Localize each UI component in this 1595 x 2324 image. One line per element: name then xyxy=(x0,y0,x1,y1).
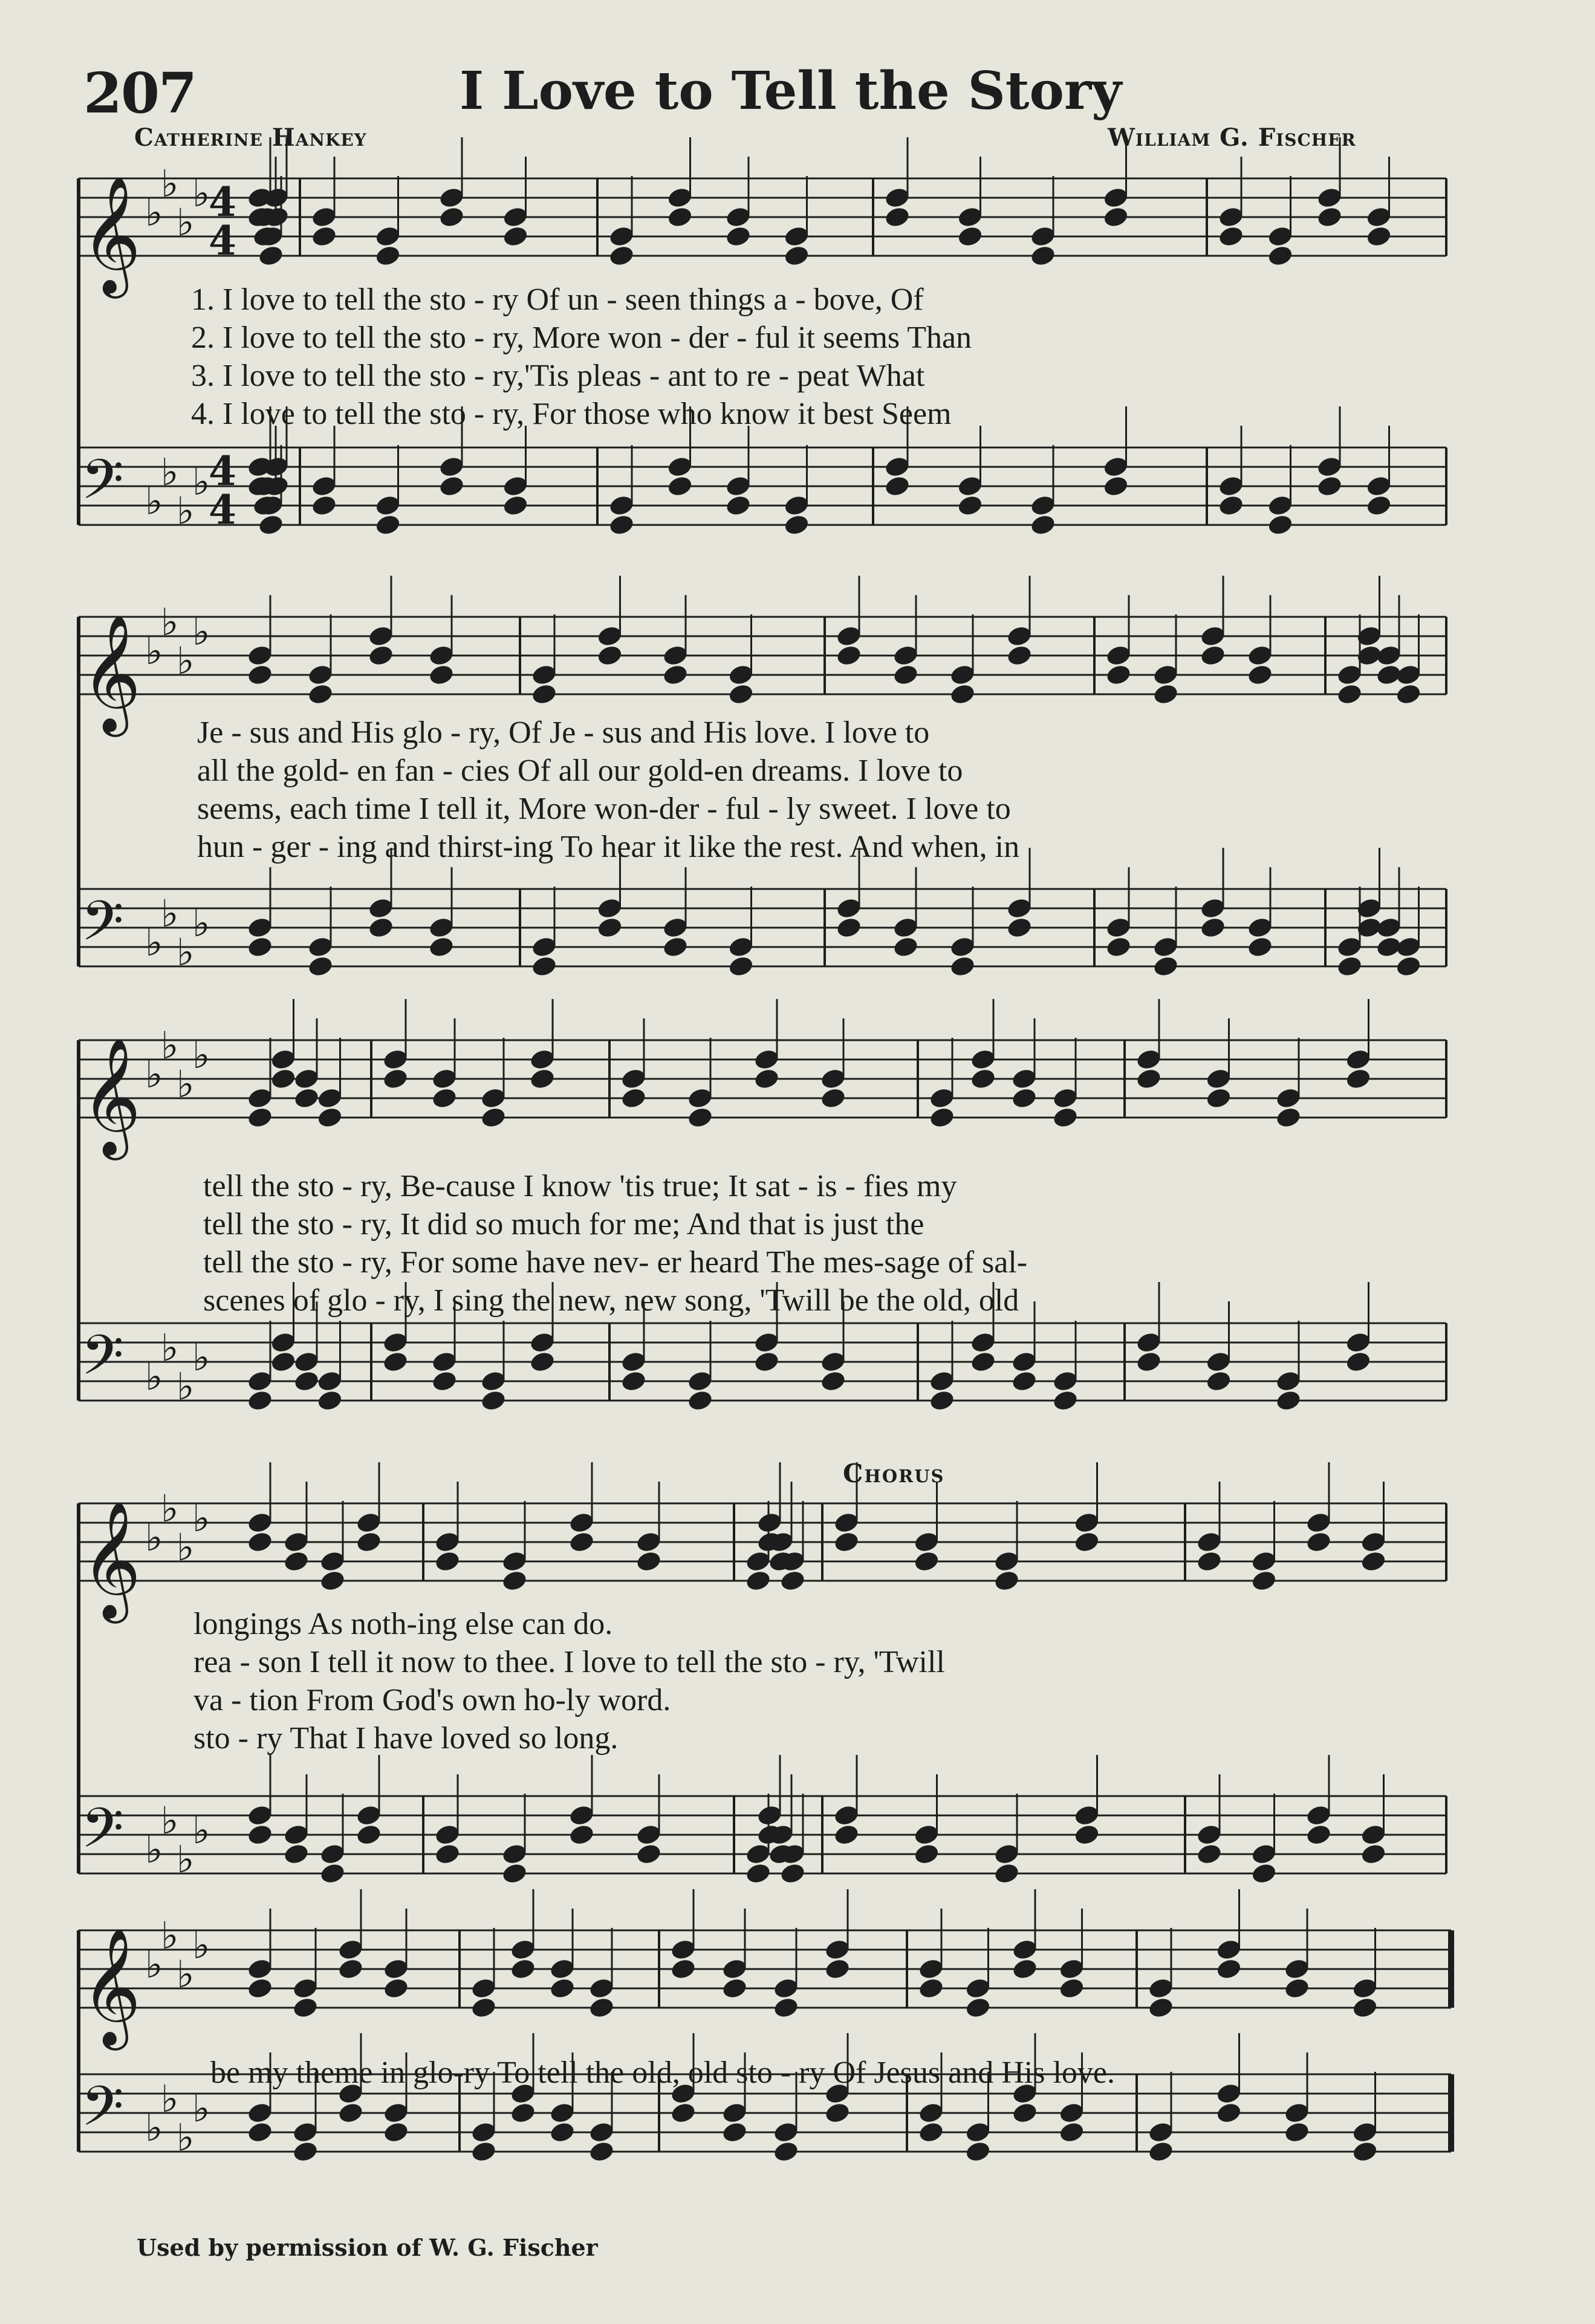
note-head xyxy=(823,1957,851,1981)
note-head xyxy=(470,2140,497,2163)
note-head xyxy=(772,2140,799,2163)
note-head xyxy=(568,1530,595,1554)
bass-clef-icon: 𝄢 xyxy=(81,889,124,966)
note-head xyxy=(246,1976,273,2000)
note-head xyxy=(993,1569,1020,1592)
note-head xyxy=(270,1350,297,1373)
note-head xyxy=(596,643,623,667)
note-head xyxy=(1105,663,1132,686)
note-head xyxy=(501,1861,528,1885)
note-head xyxy=(724,493,752,517)
flat-icon: ♭ xyxy=(145,1355,163,1399)
note-head xyxy=(1351,1996,1379,2019)
lyrics-system-4 xyxy=(193,1605,945,1757)
note-head xyxy=(1360,1842,1387,1866)
lyric-line: scenes of glo - ry, I sing the new, new song, 'Twill be the old, old xyxy=(203,1283,1019,1318)
note-head xyxy=(1195,1549,1223,1573)
note-head xyxy=(835,916,862,939)
flat-icon: ♭ xyxy=(161,2077,179,2121)
note-head xyxy=(427,663,455,686)
lyric-line: tell the sto - ry, For some have nev- er heard The mes-sage of sal- xyxy=(203,1245,1028,1280)
lyric-line: tell the sto - ry, It did so much for me; And that is just the xyxy=(203,1207,924,1242)
flat-icon: ♭ xyxy=(192,1033,210,1077)
note-head xyxy=(1051,1105,1079,1129)
note-head xyxy=(246,1530,273,1554)
note-head xyxy=(1073,1823,1100,1846)
note-head xyxy=(892,663,919,686)
note-head xyxy=(382,1976,409,2000)
time-signature-bottom: 4 xyxy=(209,486,236,533)
note-head xyxy=(892,935,919,959)
note-head xyxy=(727,954,755,978)
note-head xyxy=(1011,1957,1038,1981)
lyric-line: hun - ger - ing and thirst-ing To hear it like the rest. And when, in xyxy=(197,830,1020,864)
note-head xyxy=(1105,935,1132,959)
note-head xyxy=(1250,1861,1278,1885)
chorus-label: Chorus xyxy=(843,1459,945,1488)
treble-clef-icon: 𝄞 xyxy=(81,1500,141,1618)
note-head xyxy=(528,1350,556,1373)
note-head xyxy=(502,493,529,517)
flat-icon: ♭ xyxy=(145,1828,163,1872)
note-head xyxy=(1215,2101,1243,2124)
lyric-line: 2. I love to tell the sto - ry, More won - der - ful it seems Than xyxy=(191,321,972,355)
note-head xyxy=(1351,2140,1379,2163)
lyric-line: tell the sto - ry, Be-cause I know 'tis true; It sat - is - fies my xyxy=(203,1169,957,1203)
note-head xyxy=(596,916,623,939)
bass-clef-icon: 𝄢 xyxy=(81,1323,124,1401)
note-head xyxy=(382,2120,409,2144)
note-head xyxy=(1305,1823,1332,1846)
note-head xyxy=(438,205,465,229)
note-head xyxy=(502,224,529,248)
flat-icon: ♭ xyxy=(177,1837,195,1881)
note-head xyxy=(783,513,810,536)
note-head xyxy=(1005,916,1033,939)
treble-clef-icon: 𝄞 xyxy=(81,1927,141,2045)
note-head xyxy=(1345,1350,1372,1373)
note-head xyxy=(1029,513,1056,536)
note-head xyxy=(661,663,689,686)
flat-icon: ♭ xyxy=(192,460,210,504)
note-head xyxy=(1316,205,1343,229)
treble-clef-icon: 𝄞 xyxy=(81,1037,141,1155)
note-head xyxy=(779,1569,806,1592)
note-head xyxy=(1010,1369,1038,1393)
lyric-line: Je - sus and His glo - ry, Of Je - sus and His love. I love to xyxy=(197,715,930,750)
note-head xyxy=(819,1369,846,1393)
flat-icon: ♭ xyxy=(177,930,195,974)
note-head xyxy=(588,1996,615,2019)
note-head xyxy=(721,1976,748,2000)
note-head xyxy=(548,2120,576,2144)
flat-icon: ♭ xyxy=(145,190,163,235)
note-head xyxy=(1360,1549,1387,1573)
treble-clef-icon: 𝄞 xyxy=(81,613,141,732)
flat-icon: ♭ xyxy=(177,1062,195,1106)
note-head xyxy=(1147,1996,1174,2019)
note-head xyxy=(753,1350,780,1373)
note-head xyxy=(355,1530,382,1554)
note-head xyxy=(1058,2120,1085,2144)
note-head xyxy=(246,1105,273,1129)
note-head xyxy=(1005,643,1033,667)
note-head xyxy=(949,682,976,706)
note-head xyxy=(949,954,976,978)
lyricist: Catherine Hankey xyxy=(134,123,367,152)
flat-icon: ♭ xyxy=(177,489,195,533)
note-head xyxy=(1135,1067,1162,1090)
lyric-line: 1. I love to tell the sto - ry Of un - seen things a - bove, Of xyxy=(191,282,924,317)
note-head xyxy=(1073,1530,1100,1554)
note-head xyxy=(528,1067,556,1090)
note-head xyxy=(744,1861,772,1885)
note-head xyxy=(772,1996,799,2019)
flat-icon: ♭ xyxy=(192,901,210,945)
time-signature-top: 4 xyxy=(209,448,236,495)
note-head xyxy=(1217,224,1244,248)
note-head xyxy=(374,244,401,267)
note-head xyxy=(1205,1369,1232,1393)
note-head xyxy=(1250,1569,1278,1592)
note-head xyxy=(246,1388,273,1412)
note-head xyxy=(969,1067,996,1090)
flat-icon: ♭ xyxy=(161,450,179,494)
note-head xyxy=(374,513,401,536)
note-head xyxy=(1217,493,1244,517)
note-head xyxy=(337,2101,364,2124)
note-head xyxy=(686,1105,713,1129)
lyric-line: rea - son I tell it now to thee. I love to tell the sto - ry, 'Twill xyxy=(193,1645,945,1679)
note-head xyxy=(1365,224,1392,248)
note-head xyxy=(957,493,984,517)
note-head xyxy=(316,1388,343,1412)
note-head xyxy=(819,1086,846,1110)
note-head xyxy=(964,2140,992,2163)
note-head xyxy=(1336,682,1363,706)
note-head xyxy=(744,1569,772,1592)
lyric-line: 3. I love to tell the sto - ry,'Tis pleas - ant to re - peat What xyxy=(191,359,925,393)
lyric-line: longings As noth-ing else can do. xyxy=(193,1607,613,1641)
note-head xyxy=(291,2140,319,2163)
note-head xyxy=(316,1105,343,1129)
flat-icon: ♭ xyxy=(177,200,195,244)
note-head xyxy=(246,2120,273,2144)
flat-icon: ♭ xyxy=(161,1486,179,1531)
flat-icon: ♭ xyxy=(177,2115,195,2160)
note-head xyxy=(1365,493,1392,517)
flat-icon: ♭ xyxy=(177,1952,195,1996)
note-head xyxy=(1147,2140,1174,2163)
note-head xyxy=(434,1549,461,1573)
note-head xyxy=(964,1996,992,2019)
flat-icon: ♭ xyxy=(192,1923,210,1967)
note-head xyxy=(568,1823,595,1846)
note-head xyxy=(727,682,755,706)
note-head xyxy=(246,663,273,686)
note-head xyxy=(1246,663,1273,686)
note-head xyxy=(355,1823,382,1846)
note-head xyxy=(319,1569,346,1592)
note-head xyxy=(635,1549,662,1573)
bass-clef-icon: 𝄢 xyxy=(81,2074,124,2152)
note-head xyxy=(666,474,694,498)
flat-icon: ♭ xyxy=(145,1052,163,1096)
note-head xyxy=(1029,244,1056,267)
note-head xyxy=(293,1369,320,1393)
note-head xyxy=(669,2101,697,2124)
note-head xyxy=(620,1369,647,1393)
note-head xyxy=(430,1086,458,1110)
flat-icon: ♭ xyxy=(192,2086,210,2130)
note-head xyxy=(993,1861,1020,1885)
note-head xyxy=(1058,1976,1085,2000)
note-head xyxy=(721,2120,748,2144)
note-head xyxy=(753,1067,780,1090)
note-head xyxy=(1336,954,1363,978)
note-head xyxy=(307,682,334,706)
note-head xyxy=(548,1976,576,2000)
flat-icon: ♭ xyxy=(161,891,179,936)
note-head xyxy=(823,2101,851,2124)
note-head xyxy=(913,1549,940,1573)
composer: William G. Fischer xyxy=(1108,123,1356,152)
lyrics-system-1 xyxy=(191,281,972,433)
flat-icon: ♭ xyxy=(145,1515,163,1560)
note-head xyxy=(509,1957,536,1981)
note-head xyxy=(1199,643,1226,667)
note-head xyxy=(666,205,694,229)
flat-icon: ♭ xyxy=(177,639,195,683)
flat-icon: ♭ xyxy=(161,1326,179,1370)
bass-clef-icon: 𝄢 xyxy=(81,1796,124,1873)
note-head xyxy=(1051,1388,1079,1412)
flat-icon: ♭ xyxy=(161,1913,179,1958)
note-head xyxy=(1135,1350,1162,1373)
flat-icon: ♭ xyxy=(192,1496,210,1540)
note-head xyxy=(917,1976,944,2000)
note-head xyxy=(928,1105,955,1129)
note-head xyxy=(1275,1105,1302,1129)
lyric-line: va - tion From God's own ho-ly word. xyxy=(193,1683,671,1717)
note-head xyxy=(1305,1530,1332,1554)
permission-footer: Used by permission of W. G. Fischer xyxy=(137,2234,598,2261)
note-head xyxy=(530,682,557,706)
note-head xyxy=(382,1067,409,1090)
note-head xyxy=(913,1842,940,1866)
note-head xyxy=(319,1861,346,1885)
note-head xyxy=(1152,954,1179,978)
note-head xyxy=(337,1957,364,1981)
note-head xyxy=(635,1842,662,1866)
flat-icon: ♭ xyxy=(177,1525,195,1569)
note-head xyxy=(367,643,394,667)
note-head xyxy=(270,1067,297,1090)
lyric-line: sto - ry That I have loved so long. xyxy=(193,1721,619,1756)
note-head xyxy=(724,224,752,248)
note-head xyxy=(1102,205,1129,229)
note-head xyxy=(1267,244,1294,267)
lyric-line: all the gold- en fan - cies Of all our gold-en dreams. I love to xyxy=(197,754,963,788)
note-head xyxy=(434,1842,461,1866)
bass-clef-icon: 𝄢 xyxy=(81,448,124,525)
note-head xyxy=(427,935,455,959)
flat-icon: ♭ xyxy=(145,920,163,965)
lyrics-system-3 xyxy=(203,1167,1027,1320)
flat-icon: ♭ xyxy=(161,1023,179,1067)
note-head xyxy=(1246,935,1273,959)
note-head xyxy=(835,643,862,667)
note-head xyxy=(928,1388,955,1412)
lyrics-system-5 xyxy=(210,2054,1115,2092)
flat-icon: ♭ xyxy=(145,1942,163,1987)
note-head xyxy=(1010,1086,1038,1110)
note-head xyxy=(661,935,689,959)
note-head xyxy=(246,935,273,959)
flat-icon: ♭ xyxy=(145,479,163,523)
note-head xyxy=(883,474,911,498)
lyric-line: seems, each time I tell it, More won-der - ful - ly sweet. I love to xyxy=(197,792,1011,826)
note-head xyxy=(479,1388,507,1412)
note-head xyxy=(257,244,284,267)
flat-icon: ♭ xyxy=(192,1808,210,1852)
treble-clef-icon: 𝄞 xyxy=(81,175,141,293)
note-head xyxy=(438,474,465,498)
note-head xyxy=(1267,513,1294,536)
hymn-title: I Love to Tell the Story xyxy=(460,60,1122,122)
note-head xyxy=(779,1861,806,1885)
lyrics-system-2 xyxy=(197,714,1019,866)
note-head xyxy=(1011,2101,1038,2124)
note-head xyxy=(1345,1067,1372,1090)
note-head xyxy=(883,205,911,229)
note-head xyxy=(367,916,394,939)
flat-icon: ♭ xyxy=(177,1364,195,1408)
note-head xyxy=(1199,916,1226,939)
note-head xyxy=(969,1350,996,1373)
note-head xyxy=(1395,954,1422,978)
note-head xyxy=(1283,2120,1310,2144)
flat-icon: ♭ xyxy=(161,1798,179,1843)
note-head xyxy=(382,1350,409,1373)
note-head xyxy=(291,1996,319,2019)
note-head xyxy=(470,1996,497,2019)
note-head xyxy=(310,493,337,517)
flat-icon: ♭ xyxy=(145,629,163,673)
note-head xyxy=(1395,682,1422,706)
note-head xyxy=(588,2140,615,2163)
note-head xyxy=(257,513,284,536)
note-head xyxy=(1316,474,1343,498)
note-head xyxy=(1283,1976,1310,2000)
note-head xyxy=(307,954,334,978)
note-head xyxy=(430,1369,458,1393)
note-head xyxy=(530,954,557,978)
note-head xyxy=(509,2101,536,2124)
note-head xyxy=(608,513,635,536)
flat-icon: ♭ xyxy=(145,2106,163,2150)
note-head xyxy=(1275,1388,1302,1412)
hymn-number: 207 xyxy=(83,60,197,126)
note-head xyxy=(1195,1842,1223,1866)
note-head xyxy=(608,244,635,267)
flat-icon: ♭ xyxy=(161,600,179,644)
time-signature-bottom: 4 xyxy=(209,217,236,264)
time-signature-top: 4 xyxy=(209,178,236,226)
note-head xyxy=(282,1842,310,1866)
flat-icon: ♭ xyxy=(192,171,210,215)
flat-icon: ♭ xyxy=(161,161,179,206)
lyric-line: be my theme in glo-ry To tell the old, old sto - ry Of Jesus and His love. xyxy=(210,2055,1115,2090)
note-head xyxy=(957,224,984,248)
note-head xyxy=(282,1549,310,1573)
note-head xyxy=(1102,474,1129,498)
note-head xyxy=(310,224,337,248)
note-head xyxy=(669,1957,697,1981)
note-head xyxy=(293,1086,320,1110)
note-head xyxy=(917,2120,944,2144)
note-head xyxy=(783,244,810,267)
note-head xyxy=(686,1388,713,1412)
note-head xyxy=(501,1569,528,1592)
note-head xyxy=(1152,682,1179,706)
flat-icon: ♭ xyxy=(192,610,210,654)
note-head xyxy=(1215,1957,1243,1981)
lyric-line: 4. I love to tell the sto - ry, For those who know it best Seem xyxy=(191,397,952,431)
note-head xyxy=(1205,1086,1232,1110)
note-head xyxy=(479,1105,507,1129)
flat-icon: ♭ xyxy=(192,1335,210,1379)
note-head xyxy=(246,1823,273,1846)
note-head xyxy=(833,1823,860,1846)
note-head xyxy=(620,1086,647,1110)
note-head xyxy=(833,1530,860,1554)
